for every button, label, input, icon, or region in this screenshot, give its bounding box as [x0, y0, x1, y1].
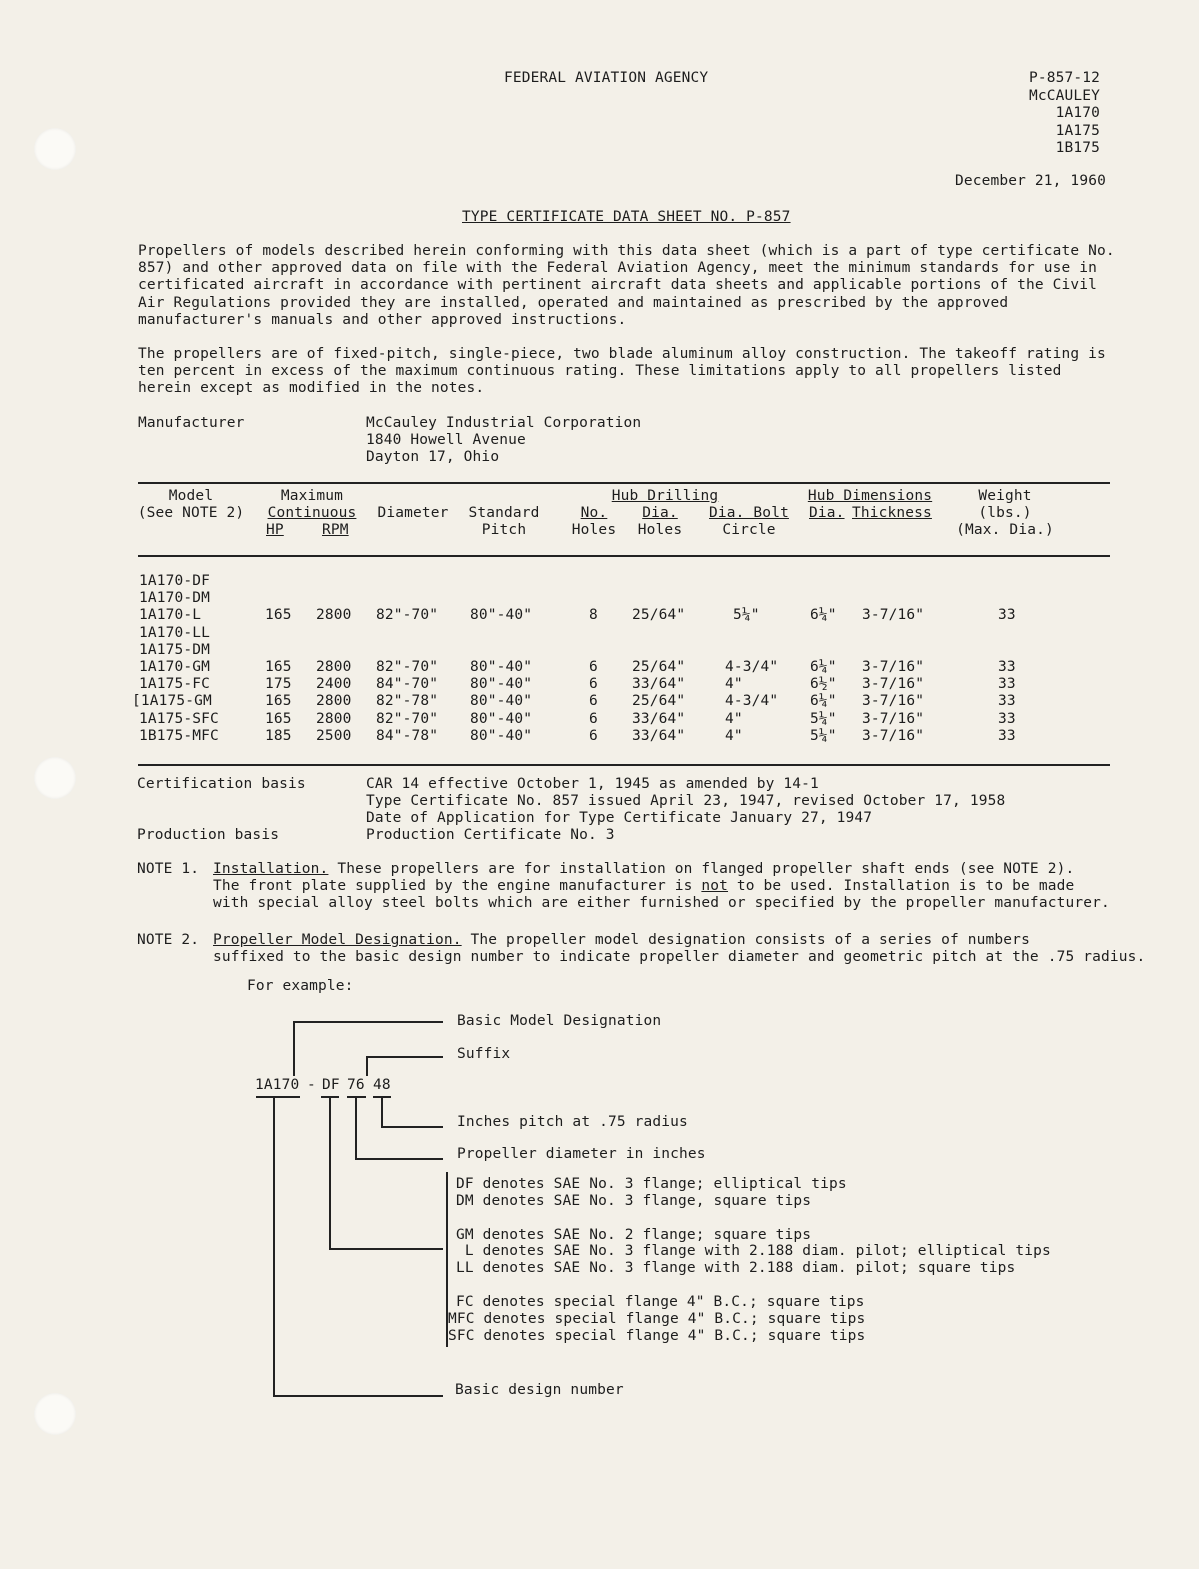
production-basis-text: Production Certificate No. 3	[366, 827, 615, 843]
intro-paragraph-2: The propellers are of fixed-pitch, single-piece, two blade aluminum alloy construction. The takeoff rating is ten percent in excess of the maximum continuous rating. These limitations apply to all propellers listed herein except as modified in the notes.	[138, 346, 1106, 397]
connector-line	[355, 1098, 357, 1159]
holes-cell: 6	[589, 676, 598, 692]
basis-line: Type Certificate No. 857 issued April 23, 1947, revised October 17, 1958	[366, 793, 1006, 810]
model-cell: 1A170-DM	[139, 590, 211, 607]
rpm-cell: 2800	[316, 711, 352, 727]
note-emphasis: not	[701, 878, 729, 895]
address-line: 1840 Howell Avenue	[366, 432, 526, 449]
code-underline	[256, 1096, 300, 1098]
col-header-hub-dia: Dia.	[809, 505, 845, 521]
diameter-cell: 82"-78"	[376, 693, 439, 709]
col-header-hub-drilling: Hub Drilling	[611, 488, 719, 504]
pitch-cell: 80"-40"	[470, 676, 533, 692]
weight-cell: 33	[998, 659, 1016, 675]
diameter-cell: 82"-70"	[376, 607, 439, 623]
holes-cell: 6	[589, 711, 598, 727]
col-header-diameter: Diameter	[377, 505, 449, 521]
flange-definition: GM denotes SAE No. 2 flange; square tips	[456, 1226, 812, 1243]
hub-dia-cell: 5¼"	[810, 728, 837, 744]
address-line: McCauley Industrial Corporation	[366, 415, 642, 431]
note-1-title: Installation.	[213, 861, 329, 877]
header-text: Pitch	[481, 522, 527, 538]
production-basis-label: Production basis	[137, 827, 280, 843]
connector-line	[293, 1021, 443, 1023]
for-example-label: For example:	[247, 978, 354, 994]
connector-line	[273, 1098, 275, 1396]
note-2-title: Propeller Model Designation.	[213, 932, 462, 948]
basic-design-number-label: Basic design number	[455, 1382, 624, 1398]
col-header-rpm: RPM	[322, 522, 349, 538]
model-cell: 1B175-MFC	[139, 728, 219, 744]
agency-title: FEDERAL AVIATION AGENCY	[504, 70, 709, 86]
dia-holes-cell: 33/64"	[632, 728, 686, 744]
connector-line	[381, 1098, 383, 1127]
header-text: Holes	[637, 522, 683, 538]
flange-definition: SFC denotes special flange 4" B.C.; square tips	[448, 1327, 866, 1344]
thickness-cell: 3-7/16"	[862, 711, 925, 727]
bolt-circle-cell: 5¼"	[733, 607, 760, 623]
dia-holes-cell: 25/64"	[632, 693, 686, 709]
connector-line	[293, 1021, 295, 1076]
hp-cell: 175	[265, 676, 292, 692]
code-pitch: 48	[373, 1077, 391, 1093]
bolt-circle-cell: 4"	[725, 728, 743, 744]
header-text: (See NOTE 2)	[137, 505, 245, 521]
connector-line	[355, 1158, 443, 1160]
pitch-cell: 80"-40"	[470, 693, 533, 709]
bolt-circle-cell: 4"	[725, 676, 743, 692]
hub-dia-cell: 6¼"	[810, 607, 837, 623]
diameter-label: Propeller diameter in inches	[457, 1146, 706, 1162]
thickness-cell: 3-7/16"	[862, 676, 925, 692]
header-text: (Max. Dia.)	[956, 522, 1054, 538]
hub-dia-cell: 6¼"	[810, 659, 837, 675]
suffix-label: Suffix	[457, 1046, 511, 1062]
code-diameter: 76	[347, 1077, 365, 1093]
note-line: suffixed to the basic design number to indicate propeller diameter and geometric pitch at the .75 radius.	[213, 949, 1146, 966]
col-header-hub-dimensions: Hub Dimensions	[807, 488, 933, 504]
header-text: Holes	[571, 522, 617, 538]
header-text: Standard	[468, 505, 540, 521]
thickness-cell: 3-7/16"	[862, 728, 925, 744]
model-cell: 1A170-DF	[139, 573, 211, 589]
pitch-cell: 80"-40"	[470, 728, 533, 744]
model-cell: 1A175-SFC	[139, 711, 219, 727]
issue-date: December 21, 1960	[955, 173, 1106, 189]
diameter-cell: 84"-78"	[376, 728, 439, 744]
flange-definition: LL denotes SAE No. 3 flange with 2.188 diam. pilot; square tips	[456, 1260, 1016, 1277]
diameter-cell: 84"-70"	[376, 676, 439, 692]
thickness-cell: 3-7/16"	[862, 693, 925, 709]
dia-holes-cell: 33/64"	[632, 676, 686, 692]
weight-cell: 33	[998, 711, 1016, 727]
document-title: TYPE CERTIFICATE DATA SHEET NO. P-857	[462, 209, 791, 225]
header-text: Weight	[978, 488, 1032, 504]
connector-line	[329, 1098, 331, 1249]
note-1-label: NOTE 1.	[137, 861, 200, 877]
code-dash: -	[307, 1077, 316, 1093]
flange-definition: MFC denotes special flange 4" B.C.; square tips	[448, 1310, 866, 1327]
hp-cell: 165	[265, 693, 292, 709]
model-cell: 1A170-GM	[139, 659, 211, 675]
dia-holes-cell: 33/64"	[632, 711, 686, 727]
model-cell: 1A175-FC	[139, 676, 211, 692]
weight-cell: 33	[998, 607, 1016, 623]
header-text: Maximum	[280, 488, 344, 504]
note-text: to be used. Installation is to be made	[728, 878, 1075, 895]
header-text: Dia. Bolt	[709, 505, 789, 521]
basis-line: CAR 14 effective October 1, 1945 as amended by 14-1	[366, 776, 819, 792]
basis-line: Date of Application for Type Certificate January 27, 1947	[366, 810, 873, 827]
ref-line: 1A175	[1055, 122, 1100, 139]
header-text: Model	[168, 488, 214, 504]
model-cell: 1A170-L	[139, 607, 202, 624]
connector-line	[366, 1056, 443, 1058]
connector-line	[273, 1395, 443, 1397]
header-text: No.	[580, 505, 608, 521]
address-line: Dayton 17, Ohio	[366, 449, 500, 466]
header-text: Circle	[722, 522, 776, 538]
hp-cell: 165	[265, 659, 292, 675]
flange-definition: DF denotes SAE No. 3 flange; elliptical tips	[456, 1176, 847, 1192]
flange-definition: DM denotes SAE No. 3 flange, square tips	[456, 1192, 812, 1209]
code-base: 1A170	[255, 1077, 300, 1093]
ref-line: 1A170	[1055, 105, 1100, 121]
rpm-cell: 2800	[316, 693, 352, 709]
header-text: Dia.	[642, 505, 678, 521]
dia-holes-cell: 25/64"	[632, 607, 686, 623]
dia-holes-cell: 25/64"	[632, 659, 686, 675]
pitch-label: Inches pitch at .75 radius	[457, 1114, 688, 1130]
ref-line: McCAULEY	[1028, 87, 1100, 104]
ref-line: P-857-12	[1028, 70, 1100, 86]
rpm-cell: 2400	[316, 676, 352, 692]
hp-cell: 165	[265, 607, 292, 623]
diameter-cell: 82"-70"	[376, 659, 439, 675]
model-cell: 1A175-DM	[139, 641, 211, 658]
weight-cell: 33	[998, 728, 1016, 744]
thickness-cell: 3-7/16"	[862, 607, 925, 623]
weight-cell: 33	[998, 693, 1016, 709]
flange-definition: L denotes SAE No. 3 flange with 2.188 diam. pilot; elliptical tips	[456, 1243, 1051, 1260]
hub-dia-cell: 5¼"	[810, 711, 837, 727]
pitch-cell: 80"-40"	[470, 607, 533, 623]
thickness-cell: 3-7/16"	[862, 659, 925, 675]
header-text: (lbs.)	[978, 505, 1032, 521]
note-text: These propellers are for installation on flanged propeller shaft ends (see NOTE 2).	[328, 861, 1075, 877]
hp-cell: 165	[265, 711, 292, 727]
holes-cell: 6	[589, 659, 598, 675]
flange-definition: FC denotes special flange 4" B.C.; square tips	[456, 1293, 865, 1310]
rpm-cell: 2800	[316, 607, 352, 623]
col-header-hp: HP	[266, 522, 284, 538]
col-header-thickness: Thickness	[852, 505, 932, 521]
basic-model-designation-label: Basic Model Designation	[457, 1013, 662, 1029]
hub-dia-cell: 6½"	[810, 676, 837, 692]
holes-cell: 6	[589, 728, 598, 744]
ref-line: 1B175	[1055, 140, 1100, 156]
connector-line	[366, 1056, 368, 1076]
hub-dia-cell: 6¼"	[810, 693, 837, 709]
pitch-cell: 80"-40"	[470, 659, 533, 675]
flange-definitions	[448, 1176, 1051, 1344]
weight-cell: 33	[998, 676, 1016, 692]
holes-cell: 6	[589, 693, 598, 709]
note-text: The propeller model designation consists of a series of numbers	[461, 932, 1030, 948]
bolt-circle-cell: 4-3/4"	[725, 659, 779, 675]
model-cell: [1A175-GM	[132, 693, 212, 709]
connector-line	[381, 1126, 443, 1128]
pitch-cell: 80"-40"	[470, 711, 533, 727]
holes-cell: 8	[589, 607, 598, 623]
intro-paragraph-1: Propellers of models described herein conforming with this data sheet (which is a part of type certificate No. 857) and other approved data on file with the Federal Aviation Agency, meet the minimum standards for use in certificated aircraft in accordance with pertinent aircraft data sheets and applicable portions of the Civil Air Regulations provided they are installed, operated and maintained as prescribed by the approved manufacturer's manuals and other approved instructions.	[138, 243, 1115, 328]
note-2-label: NOTE 2.	[137, 932, 200, 948]
code-suffix: DF	[322, 1077, 340, 1093]
certification-basis-label: Certification basis	[137, 776, 306, 792]
rpm-cell: 2500	[316, 728, 352, 744]
manufacturer-label: Manufacturer	[138, 415, 245, 431]
note-line: with special alloy steel bolts which are either furnished or specified by the propeller manufacturer.	[213, 895, 1110, 912]
model-cell: 1A170-LL	[139, 624, 211, 641]
bolt-circle-cell: 4-3/4"	[725, 693, 779, 709]
connector-line	[329, 1248, 443, 1250]
rpm-cell: 2800	[316, 659, 352, 675]
note-text: The front plate supplied by the engine manufacturer is	[213, 878, 702, 895]
bolt-circle-cell: 4"	[725, 711, 743, 727]
header-text: Continuous	[267, 505, 357, 521]
hp-cell: 185	[265, 728, 292, 744]
diameter-cell: 82"-70"	[376, 711, 439, 727]
